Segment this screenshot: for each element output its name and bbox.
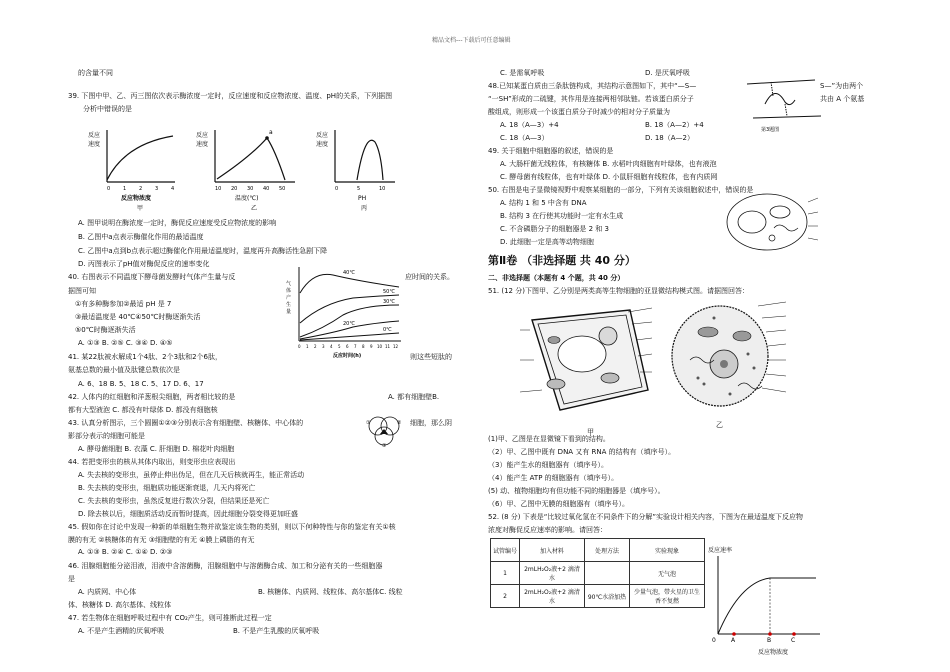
svg-text:①: ① [366,420,371,426]
cell-em-figure [722,188,822,254]
animal-cell-figure [668,298,788,416]
option-48d: D. 18（A—2） [645,134,694,142]
fermentation-graph [283,263,405,361]
options-43: A. 酵母菌细胞 B. 衣藻 C. 肝细胞 D. 棉花叶肉细胞 [78,445,235,453]
svg-text:A: A [731,637,736,644]
svg-text:生: 生 [286,302,292,308]
graph-jia [107,130,175,182]
question-48-cont-tail: 共由 A 个氨基 [820,95,865,103]
label-jia: 甲 [587,428,594,436]
svg-text:1: 1 [123,186,127,192]
graph-jia-xlabel: 反应物浓度 [121,195,152,202]
options-49ab: A. 大肠杆菌无线粒体，有核糖体 B. 水稻叶肉细胞有叶绿体，也有液泡 [500,160,717,168]
question-49: 49. 关于细胞中细胞器的叙述，错误的是 [488,147,614,155]
svg-text:气: 气 [286,281,292,287]
svg-text:10: 10 [379,186,386,192]
svg-text:20℃: 20℃ [343,321,355,327]
question-48-cont: “一SH”形成的二硫键，其作用是连接两相邻肽链。若该蛋白质分子 [488,95,694,103]
table-header: 实验现象 [630,539,705,562]
option-50d: D. 此细胞一定是高等动物细胞 [500,238,594,246]
question-52: 52. (8 分) 下表是“比较过氧化氢在不同条件下的分解”实验设计相关内容，下图为在最适温度下反应物 [488,513,803,521]
graph-yi [215,130,295,182]
vacuole [558,336,606,372]
page-header: 精品文档---下载后可任意编辑 [432,37,511,44]
option-50b: B. 结构 3 在行使其功能时一定有水生成 [500,212,624,220]
svg-text:3: 3 [155,186,159,192]
svg-text:C: C [791,637,796,644]
question-41-cont: 氨基总数的最小值及肽键总数依次是 [68,366,180,374]
table-cell: 无气泡 [630,562,705,585]
question-48: 48.已知某蛋白质由三条肽链构成，其结构示意图如下，其中“—S— [488,82,697,90]
question-39: 39. 下图中甲、乙、丙三图依次表示酶浓度一定时，反应速度和反应物浓度、温度、pH的关系，下列据图 [68,92,393,100]
svg-text:丙: 丙 [361,205,368,212]
svg-text:20: 20 [231,186,238,192]
table-cell: 2mLH₂O₂液+2 滴清水 [520,585,585,608]
options-42: 都有大型液泡 C. 都没有叶绿体 D. 都没有细胞核 [68,406,218,414]
question-40: 40. 右图表示不同温度下酵母菌发酵时气体产生量与反 [68,273,236,281]
question-51: 51. (12 分)下图甲、乙分别是两类高等生物细胞的亚显微结构模式图。请据图回答： [488,287,749,295]
question-48-cont2: 酸组成，则形成一个该蛋白质分子时减少的相对分子质量为 [488,108,670,116]
svg-text:0: 0 [298,344,301,349]
table-header-row [491,539,705,562]
options-49cd: C. 酵母菌有线粒体，也有叶绿体 D. 小鼠肝细胞有线粒体，也有内质网 [500,173,718,181]
option-44d: D. 除去核以后，细胞质活动反而暂时提高，因此细胞分裂变得更加旺盛 [78,510,298,518]
svg-text:50℃: 50℃ [383,289,395,295]
table-row [491,562,705,585]
option-48b: B. 18（A—2）+4 [645,121,704,129]
question-43-tail: 细胞，那么阴 [410,419,452,427]
point-b [768,632,772,636]
question-40-cont: 据图可知 [68,287,96,295]
question-41-tail: 则这些短肽的 [410,353,452,361]
graph-yi-xlabel: 温度(℃) [235,195,259,202]
options-41: A. 6、18 B. 5、18 C. 5、17 D. 6、17 [78,380,204,388]
svg-text:10: 10 [215,186,222,192]
question-43-cont: 影部分表示的细胞可能是 [68,432,145,440]
text-line: 的含量不同 [78,69,113,77]
svg-text:速度: 速度 [196,141,209,148]
table-header: 加入材料 [520,539,585,562]
svg-text:甲: 甲 [137,205,144,212]
enzyme-graphs-figure [85,122,405,217]
svg-text:7: 7 [354,344,357,349]
svg-text:速度: 速度 [316,141,329,148]
rate-curve [718,578,816,634]
svg-text:速度: 速度 [88,141,101,148]
question-52-cont: 浓度对酶促反应速率的影响。请回答： [488,526,607,534]
section-2-title: 第Ⅱ卷 （非选择题 共 40 分） [488,254,636,267]
svg-text:2: 2 [314,344,317,349]
option-44a: A. 失去核的变形虫，虽停止伸出伪足，但在几天后核就再生，能正常活动 [78,471,305,479]
q51-part5: (5) 动、植物细胞均有但功能不同的细胞器是（填序号）。 [488,487,665,495]
q51-part2: （2）甲、乙图中既有 DNA 又有 RNA 的结构有（填序号）。 [488,448,676,456]
svg-text:9: 9 [370,344,373,349]
svg-text:4: 4 [330,344,333,349]
question-41: 41. 某22肽被水解成1个4肽、2个3肽和2个6肽， [68,353,222,361]
options-46-cont: 体、核糖体 D. 高尔基体、线粒体 [68,601,172,609]
svg-text:0: 0 [335,186,339,192]
option-50c: C. 不含磷脂分子的细胞器是 2 和 3 [500,225,609,233]
svg-text:50: 50 [279,186,286,192]
option-47a: A. 不是产生酒精的厌氧呼吸 [78,627,165,635]
plant-cell-figure [520,300,660,425]
table-cell: 2mLH₂O₂液+2 滴清水 [520,562,585,585]
svg-text:乙: 乙 [251,205,258,212]
question-40-tail: 应时间的关系。 [405,273,454,281]
point-a [265,136,269,140]
table-header: 处理方法 [585,539,630,562]
q51-part1: (1)甲、乙图是在显微镜下看到的结构。 [488,435,610,443]
option-39c: C. 乙图中a点到b点表示超过酶催化作用最适温度时，温度再升高酶活性急剧下降 [78,247,328,255]
svg-text:第3题图: 第3题图 [761,127,780,133]
option-48c: C. 18（A—3） [500,134,549,142]
q51-part3: （3）能产生水的细胞器有（填序号）。 [488,461,608,469]
options-40: A. ①③ B. ②⑤ C. ③④ D. ④⑤ [78,339,173,347]
question-42: 42. 人体内的红细胞和洋葱根尖细胞，两者相比较的是 [68,393,236,401]
svg-text:12: 12 [393,344,399,349]
svg-text:0℃: 0℃ [383,327,392,333]
label-yi: 乙 [716,421,723,429]
svg-text:3: 3 [322,344,325,349]
question-44: 44. 若把变形虫的核从其体内取出，则变形虫应表现出 [68,458,236,466]
svg-text:0: 0 [712,637,716,644]
svg-text:40℃: 40℃ [343,270,355,276]
option-42a: A. 都有细胞壁B. [388,393,440,401]
svg-text:反应: 反应 [196,132,209,139]
svg-text:10: 10 [377,344,383,349]
svg-text:1: 1 [306,344,309,349]
svg-text:a: a [269,129,273,136]
question-39-cont: 分析中错误的是 [83,105,132,113]
svg-text:30: 30 [247,186,254,192]
table-row [491,585,705,608]
option-40-1: ①有多种酶参加②最适 pH 是 7 [75,300,172,308]
option-46a: A. 内质网、中心体 [78,588,137,596]
question-45-cont: 膜的有无 ②核糖体的有无 ③细胞壁的有无 ④膜上磷脂的有无 [68,536,255,544]
question-50: 50. 右图是电子显微镜视野中观察某细胞的一部分，下列有关该细胞叙述中，错误的是 [488,186,754,194]
option-47c: C. 是需氧呼吸 [500,69,545,77]
option-39b: B. 乙图中a点表示酶催化作用的最适温度 [78,233,204,241]
question-45: 45. 假如你在讨论中发现一种新的单细胞生物并欲鉴定该生物的类别，则以下何种特性与你的鉴定有关①核 [68,523,396,531]
question-48-tail: S—”为由两个 [820,82,864,90]
svg-text:11: 11 [385,344,391,349]
section-2-subtitle: 二、非选择题（本题有 4 个题，共 40 分） [488,274,625,282]
q51-part6: （6）甲、乙图中无膜的细胞器有（填序号）。 [488,500,629,508]
question-47: 47. 若生物体在细胞呼吸过程中有 CO₂产生，则可推断此过程一定 [68,614,272,622]
option-40-3: ⑤0℃时酶逐渐失活 [75,326,136,334]
table-cell [585,562,630,585]
protein-chain-figure [745,74,825,136]
graph-xlabel: 反应物浓度 [758,649,789,656]
svg-text:反应: 反应 [316,132,329,139]
reaction-rate-graph [700,542,828,660]
nucleus [599,327,617,345]
option-39d: D. 丙图表示了pH值对酶促反应的速率变化 [78,260,210,268]
svg-text:4: 4 [171,186,175,192]
option-50a: A. 结构 1 和 5 中含有 DNA [500,199,587,207]
point-c [792,632,796,636]
table-cell: 90℃水浴加热 [585,585,630,608]
table-cell: 2 [491,585,520,608]
svg-text:体: 体 [286,288,292,294]
option-40-2: ③最适温度是 40℃④50℃时酶逐渐失活 [75,313,201,321]
svg-text:8: 8 [362,344,365,349]
option-48a: A. 18（A—3）+4 [500,121,559,129]
graph-bing [335,130,395,182]
question-46: 46. 泪腺细胞能分泌泪液，泪液中含溶菌酶，泪腺细胞中与溶菌酶合成、加工和分泌有关的一些细胞器 [68,562,383,570]
options-45: A. ①③ B. ②④ C. ①④ D. ②③ [78,548,173,556]
svg-text:5: 5 [338,344,341,349]
venn-diagram [362,414,406,448]
svg-text:产: 产 [286,295,292,301]
table-cell: 少量气泡，带火星的卫生香不复燃 [630,585,705,608]
svg-text:③: ③ [382,443,387,448]
point-a [732,632,736,636]
svg-text:②: ② [397,420,402,426]
question-46-cont: 是 [68,575,75,583]
experiment-table [490,538,705,608]
table-cell: 1 [491,562,520,585]
svg-text:40: 40 [263,186,270,192]
svg-text:量: 量 [286,309,292,315]
question-43: 43. 认真分析图示，三个圆圈①②③分别表示含有细胞壁、核糖体、中心体的 [68,419,304,427]
svg-text:30℃: 30℃ [383,299,395,305]
svg-text:6: 6 [346,344,349,349]
graph-jia-ylabel: 反应 [88,132,101,139]
option-44b: B. 失去核的变形虫，细胞质功能逐渐衰退，几天内将死亡 [78,484,256,492]
graph-ylabel: 反应速率 [708,547,733,554]
venn-shaded-region [380,429,388,434]
option-47d: D. 是厌氧呼吸 [645,69,690,77]
svg-text:5: 5 [357,186,361,192]
option-46b: B. 核糖体、内质网、线粒体、高尔基体C. 线粒 [258,588,403,596]
svg-text:B: B [767,637,772,644]
q51-part4: （4）能产生 ATP 的细胞器有（填序号）。 [488,474,619,482]
table-header: 试管编号 [491,539,520,562]
option-39a: A. 图甲说明在酶浓度一定时，酶促反应速度受反应物浓度的影响 [78,219,277,227]
graph-bing-xlabel: PH [358,195,367,202]
svg-text:0: 0 [107,186,111,192]
option-44c: C. 失去核的变形虫，虽然反复进行数次分裂，但结果还是死亡 [78,497,270,505]
svg-text:反应时间(h): 反应时间(h) [333,353,362,359]
svg-text:2: 2 [139,186,143,192]
option-47b: B. 不是产生乳酸的厌氧呼吸 [233,627,320,635]
